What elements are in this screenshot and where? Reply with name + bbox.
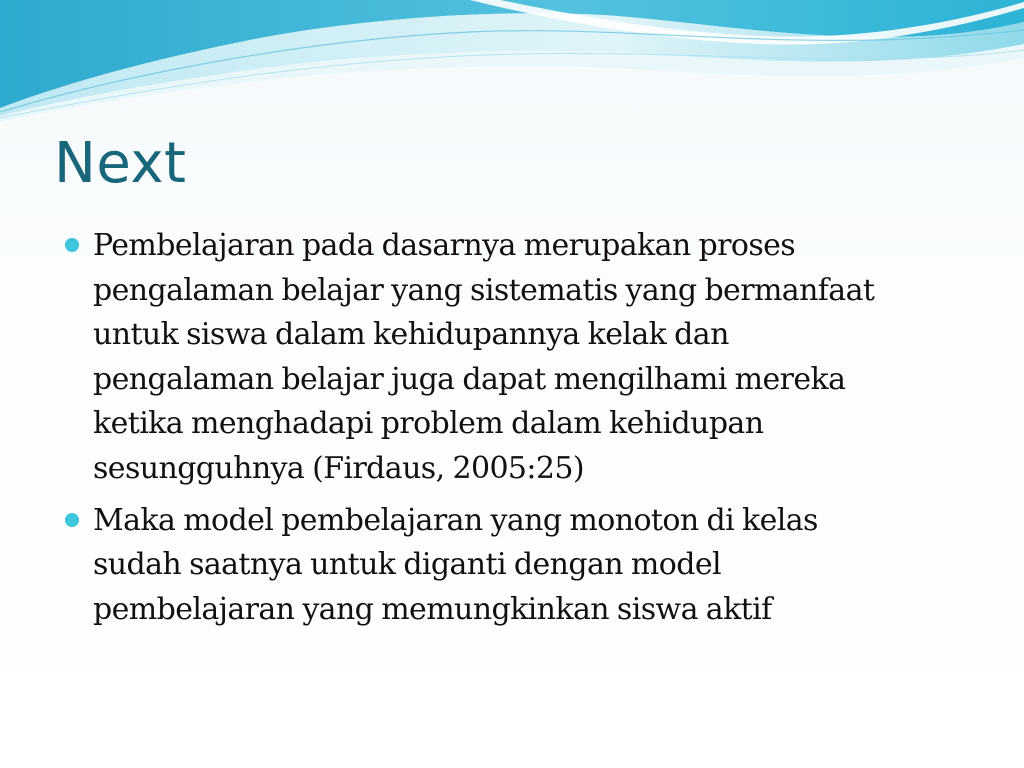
header-wave-decoration bbox=[0, 0, 1024, 130]
bullet-text: Pembelajaran pada dasarnya merupakan proses pengalaman belajar yang sistematis yang bermanfaat untuk siswa dalam kehidupannya kelak dan pengalaman belajar juga dapat mengilhami mereka ketika menghadapi problem dalam kehidupan sesungguhnya (Firdaus, 2005:25) bbox=[93, 228, 875, 486]
bullet-dot-icon bbox=[65, 238, 79, 252]
bullet-text: Maka model pembelajaran yang monoton di kelas sudah saatnya untuk diganti dengan model pembelajaran yang memungkinkan siswa aktif bbox=[93, 502, 818, 627]
bullet-item bbox=[64, 224, 964, 492]
bullet-list bbox=[64, 224, 964, 639]
slide-title: Next bbox=[54, 131, 187, 196]
bullet-item bbox=[64, 499, 964, 633]
bullet-dot-icon bbox=[65, 513, 79, 527]
